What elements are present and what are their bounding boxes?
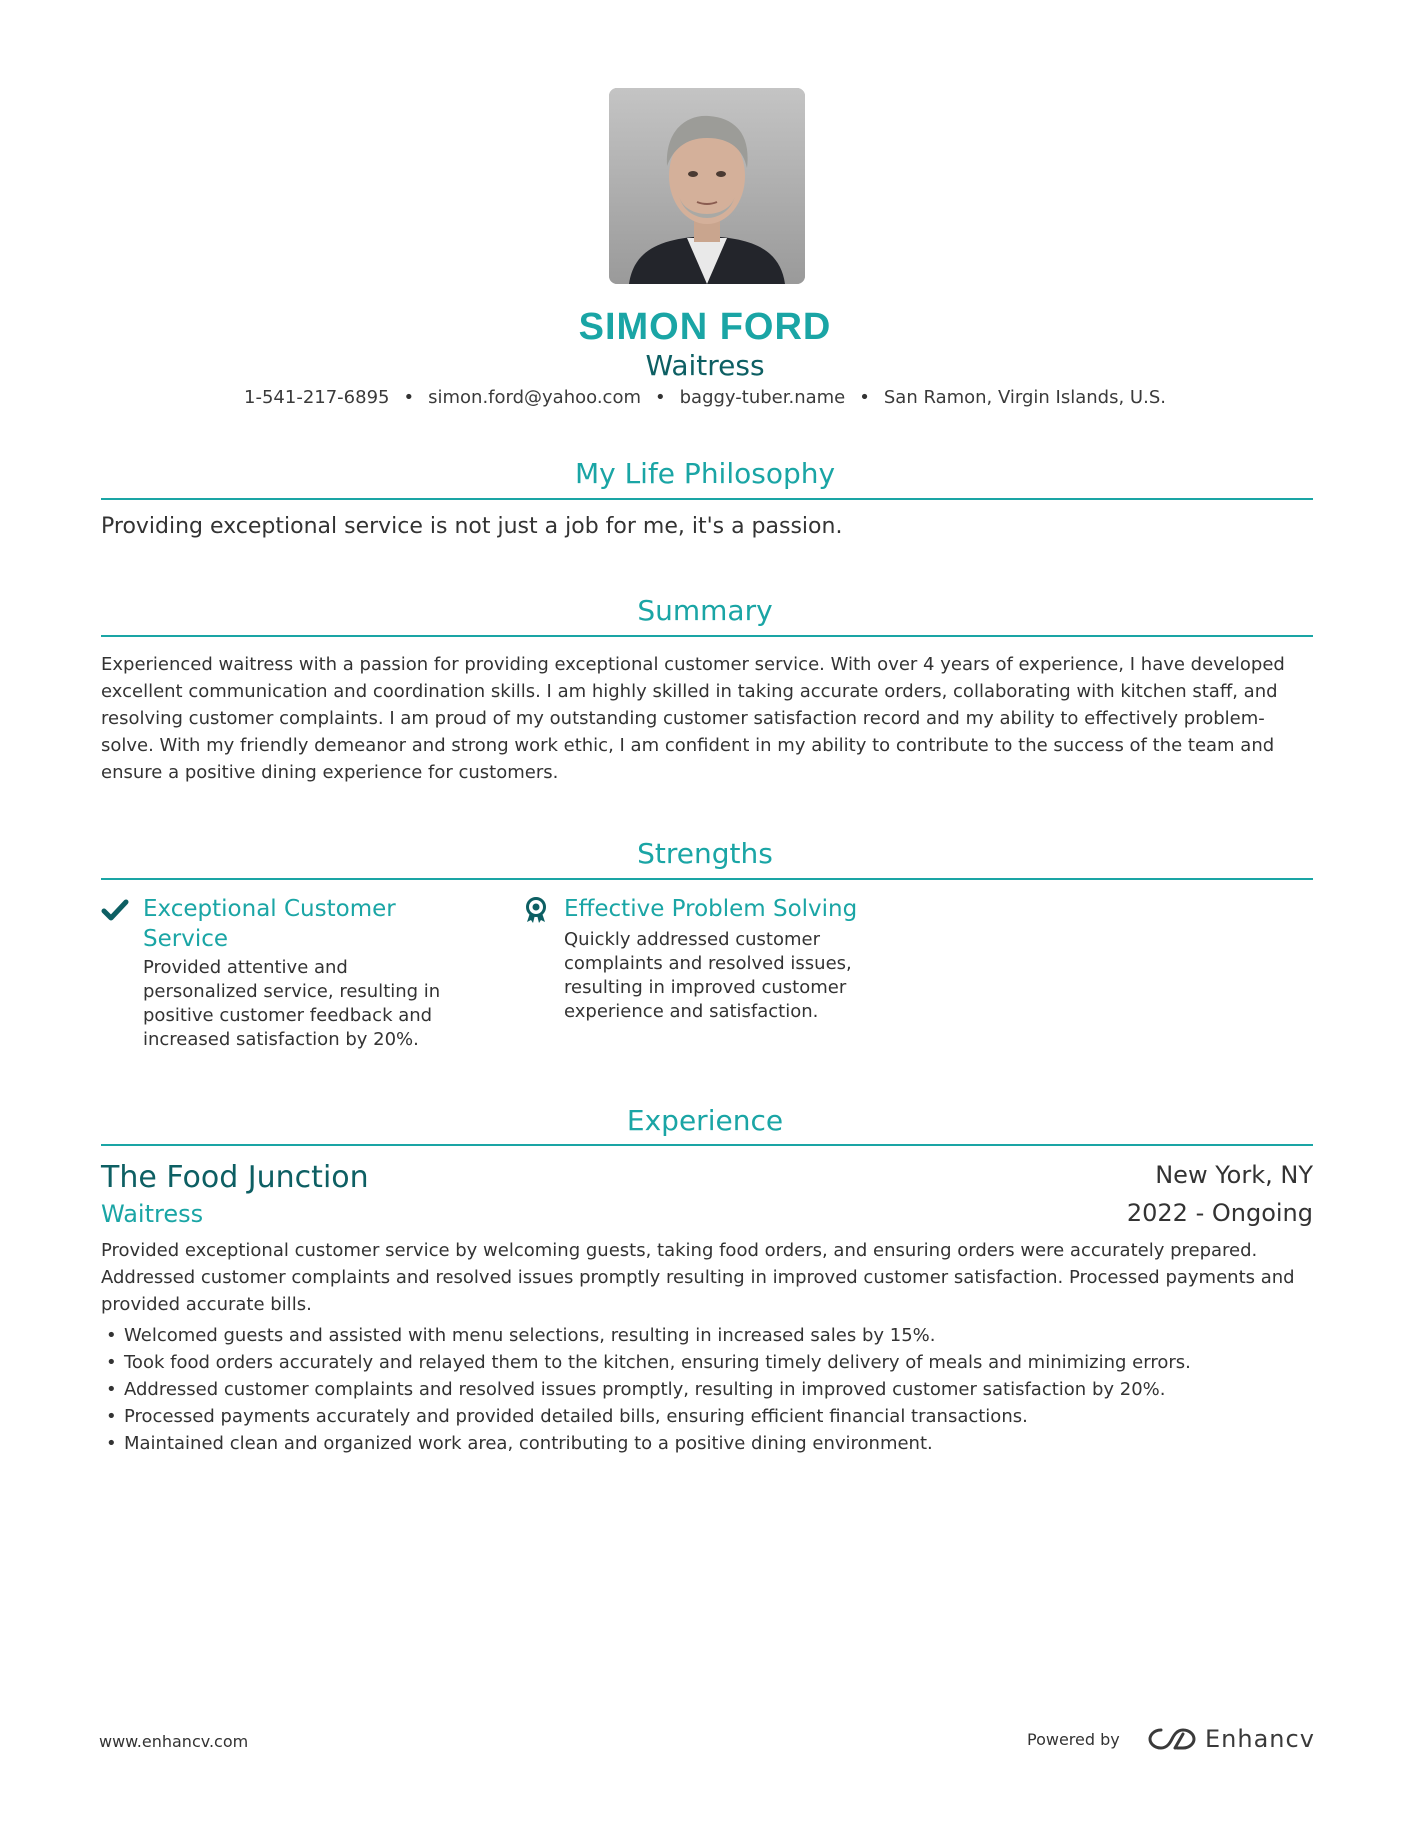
list-item: • Took food orders accurately and relayed them to the kitchen, ensuring timely delivery of meals and minimizing errors.	[106, 1349, 1316, 1376]
email[interactable]: simon.ford@yahoo.com	[428, 387, 641, 408]
section-title-experience: Experience	[626, 1104, 784, 1137]
separator-dot: •	[655, 387, 666, 408]
separator-dot: •	[403, 387, 415, 408]
separator-dot: •	[859, 387, 870, 408]
section-divider	[101, 1144, 1313, 1146]
enhancv-logo[interactable]	[1147, 1722, 1315, 1756]
list-item: • Addressed customer complaints and resolved issues promptly, resulting in improved customer satisfaction by 20%.	[106, 1376, 1316, 1403]
contact-info	[0, 387, 1410, 408]
phone[interactable]: 1-541-217-6895	[244, 387, 390, 408]
strength-title: Exceptional Customer Service	[143, 896, 396, 952]
footer-website-link[interactable]: www.enhancv.com	[99, 1732, 249, 1751]
summary-text: Experienced waitress with a passion for providing exceptional customer service. With over 4 years of experience, I have developed excellent communication and coordination skills. I am highly skilled in taking accurate orders, collaborating with kitchen staff, and resolving customer complaints. I am proud of my outstanding customer satisfaction record and my ability to effectively problem-solve. With my friendly demeanor and strong work ethic, I am confident in my ability to contribute to the success of the team and ensure a positive dining experience for customers.	[101, 654, 1285, 783]
website[interactable]: baggy-tuber.name	[679, 387, 846, 408]
philosophy-text: Providing exceptional service is not just a job for me, it's a passion.	[101, 514, 843, 539]
section-divider	[101, 635, 1313, 637]
list-item: • Welcomed guests and assisted with menu selections, resulting in increased sales by 15%.	[106, 1322, 1316, 1349]
section-divider	[101, 878, 1313, 880]
section-divider	[101, 498, 1313, 500]
section-title-summary: Summary	[637, 594, 773, 627]
strength-title: Effective Problem Solving	[564, 896, 858, 922]
section-title-philosophy: My Life Philosophy	[574, 457, 836, 490]
list-item: • Processed payments accurately and provided detailed bills, ensuring efficient financial transactions.	[106, 1403, 1316, 1430]
experience-description: Provided exceptional customer service by welcoming guests, taking food orders, and ensuring orders were accurately prepared. Addressed customer complaints and resolved issues promptly resulting in improved customer satisfaction. Processed payments and provided accurate bills.	[101, 1240, 1295, 1315]
footer-powered-by: Powered by	[1027, 1730, 1120, 1749]
location: San Ramon, Virgin Islands, U.S.	[883, 387, 1166, 408]
candidate-name: SIMON FORD	[578, 306, 832, 348]
section-title-strengths: Strengths	[637, 837, 773, 870]
experience-dates: 2022 - Ongoing	[1126, 1199, 1313, 1227]
checkmark-icon	[101, 896, 129, 924]
award-ribbon-icon	[522, 896, 550, 924]
brand-name: Enhancv	[1205, 1725, 1315, 1753]
enhancv-logo-icon	[1147, 1724, 1197, 1754]
experience-bullets	[106, 1322, 1316, 1457]
experience-location: New York, NY	[1155, 1161, 1313, 1189]
profile-photo	[609, 88, 805, 284]
candidate-title: Waitress	[645, 349, 765, 382]
experience-company: The Food Junction	[101, 1160, 369, 1195]
experience-role: Waitress	[101, 1200, 204, 1228]
strength-description: Quickly addressed customer complaints and resolved issues, resulting in improved customer experience and satisfaction.	[564, 929, 852, 1022]
list-item: • Maintained clean and organized work area, contributing to a positive dining environment.	[106, 1430, 1316, 1457]
strength-description: Provided attentive and personalized service, resulting in positive customer feedback and increased satisfaction by 20%.	[143, 957, 441, 1050]
